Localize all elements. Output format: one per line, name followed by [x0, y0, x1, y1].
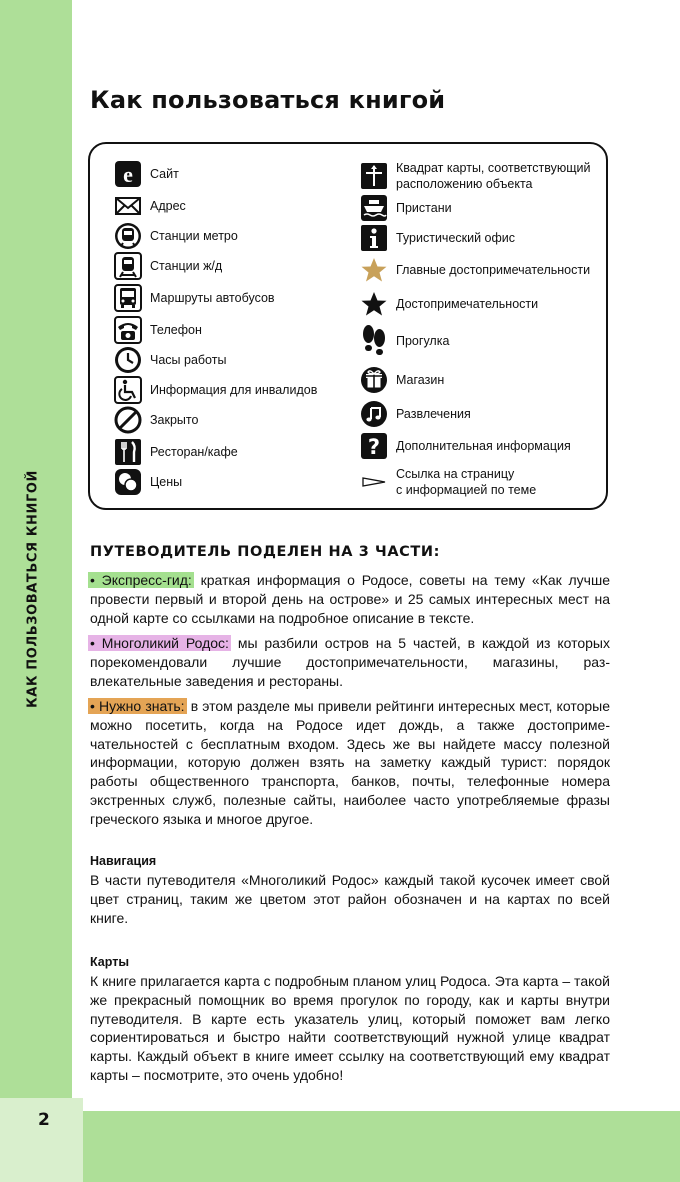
- train-icon: [114, 252, 142, 280]
- page-number: 2: [38, 1110, 50, 1130]
- legend-item-shop: Магазин: [360, 366, 444, 394]
- svg-text:e: e: [123, 162, 133, 187]
- navigation-text: В части путеводителя «Многоликий Родос» каждый такой кусочек имеет свой цвет страниц, таким же цветом этот район обозначен и на картах по всей книге.: [90, 872, 610, 926]
- legend-item-disabled: Информация для инвалидов: [114, 376, 317, 404]
- legend-item-phone: Телефон: [114, 316, 202, 344]
- side-title: КАК ПОЛЬЗОВАТЬСЯ КНИГОЙ: [25, 470, 41, 708]
- navigation-heading: Навигация: [90, 854, 157, 868]
- legend-item-closed: Закрыто: [114, 406, 198, 434]
- maps-heading: Карты: [90, 955, 130, 969]
- legend-item-page-link: [360, 466, 536, 498]
- legend-item-walk: Прогулка: [360, 324, 449, 358]
- gift-icon: [360, 366, 388, 394]
- part-text-many-faces: мы разбили остров на 5 частей, в каждой из которых порекомендовали лучшие достопримечательности, магазины, развлекательные заведения и рестораны.: [90, 635, 610, 689]
- legend-item-entertainment: Развлечения: [360, 400, 471, 428]
- legend-item-tourist-office: Туристический офис: [360, 224, 515, 252]
- part-label-need-to-know: • Нужно знать:: [90, 698, 185, 714]
- wheelchair-icon: [114, 376, 142, 404]
- part-express-guide: [90, 571, 610, 627]
- legend-box: [88, 142, 608, 510]
- legend-item-sights: Достопримечательности: [360, 290, 538, 318]
- footprints-icon: [360, 324, 388, 358]
- legend-item-address: Адрес: [114, 192, 186, 220]
- maps-text: К книге прилагается карта с подробным планом улиц Родоса. Эта карта – такой же прекрасный помощник во время прогулок по городу, как и карты внутри путеводителя. В карте есть указатель улиц, который поможет вам легко сориентироваться и быстро найти соответствующий нужной улице квадрат карты. Каждый объект в книге имеет ссылку на соответствующий ему квадрат карты – посмотрите, это очень удобно!: [90, 973, 610, 1083]
- section-title: ПУТЕВОДИТЕЛЬ ПОДЕЛЕН НА 3 ЧАСТИ:: [90, 544, 441, 560]
- legend-item-restaurant: Ресторан/кафе: [114, 438, 238, 466]
- ship-icon: [360, 194, 388, 222]
- legend-item-train: Станции ж/д: [114, 252, 222, 280]
- legend-item-hours: Часы работы: [114, 346, 226, 374]
- web-icon: [114, 160, 142, 188]
- part-many-faces: [90, 634, 610, 690]
- phone-icon: [114, 316, 142, 344]
- clock-icon: [114, 346, 142, 374]
- gold-star-icon: [360, 256, 388, 284]
- part-text-express: краткая информация о Родосе, советы на тему «Как лучше провести первый и второй день на острове» и 25 самых интересных мест на одной карте со ссылками на подробное описание в тексте.: [90, 572, 610, 626]
- svg-text:?: ?: [367, 435, 381, 459]
- legend-item-bus: Маршруты автобусов: [114, 284, 275, 312]
- bottom-band: [83, 1111, 680, 1182]
- part-label-express: • Экспресс-гид:: [90, 572, 192, 588]
- legend-item-metro: Станции метро: [114, 222, 238, 250]
- closed-icon: [114, 406, 142, 434]
- legend-item-web: e Сайт: [114, 160, 179, 188]
- bus-icon: [114, 284, 142, 312]
- price-icon: [114, 468, 142, 496]
- envelope-icon: [114, 192, 142, 220]
- map-square-label-line1: Квадрат карты, соответствующий: [396, 161, 591, 175]
- part-need-to-know: [90, 697, 610, 829]
- map-square-icon: [360, 162, 388, 190]
- page-title: Как пользоваться книгой: [90, 86, 446, 114]
- legend-item-map-square: [360, 160, 590, 192]
- question-icon: [360, 432, 388, 460]
- part-text-need-to-know: в этом разделе мы привели рейтинги интересных мест, которые можно посетить, когда на Родосе идет дождь, а также достопримечательностей с бесплатным входом. Здесь же вы найдете массу полезной информации, которую должен взять на заметку каждый турист: порядок работы общественного транспорта, банков, почты, телефонные номера экстренных служб, полезные сайты, наиболее часто употребляемые фразы греческого языка и многое другое.: [90, 698, 610, 827]
- metro-icon: [114, 222, 142, 250]
- black-star-icon: [360, 290, 388, 318]
- page-link-label-line1: Ссылка на страницу: [396, 467, 515, 481]
- info-icon: [360, 224, 388, 252]
- restaurant-icon: [114, 438, 142, 466]
- part-label-many-faces: • Многоликий Родос:: [90, 635, 229, 651]
- music-icon: [360, 400, 388, 428]
- legend-item-additional-info: ? Дополнительная информация: [360, 432, 571, 460]
- legend-item-prices: Цены: [114, 468, 182, 496]
- legend-item-main-sights: Главные достопримечательности: [360, 256, 590, 284]
- page-link-label-line2: с информацией по теме: [396, 483, 537, 497]
- map-square-label-line2: расположению объекта: [396, 177, 533, 191]
- legend-item-pier: Пристани: [360, 194, 452, 222]
- arrow-pointer-icon: [360, 468, 388, 496]
